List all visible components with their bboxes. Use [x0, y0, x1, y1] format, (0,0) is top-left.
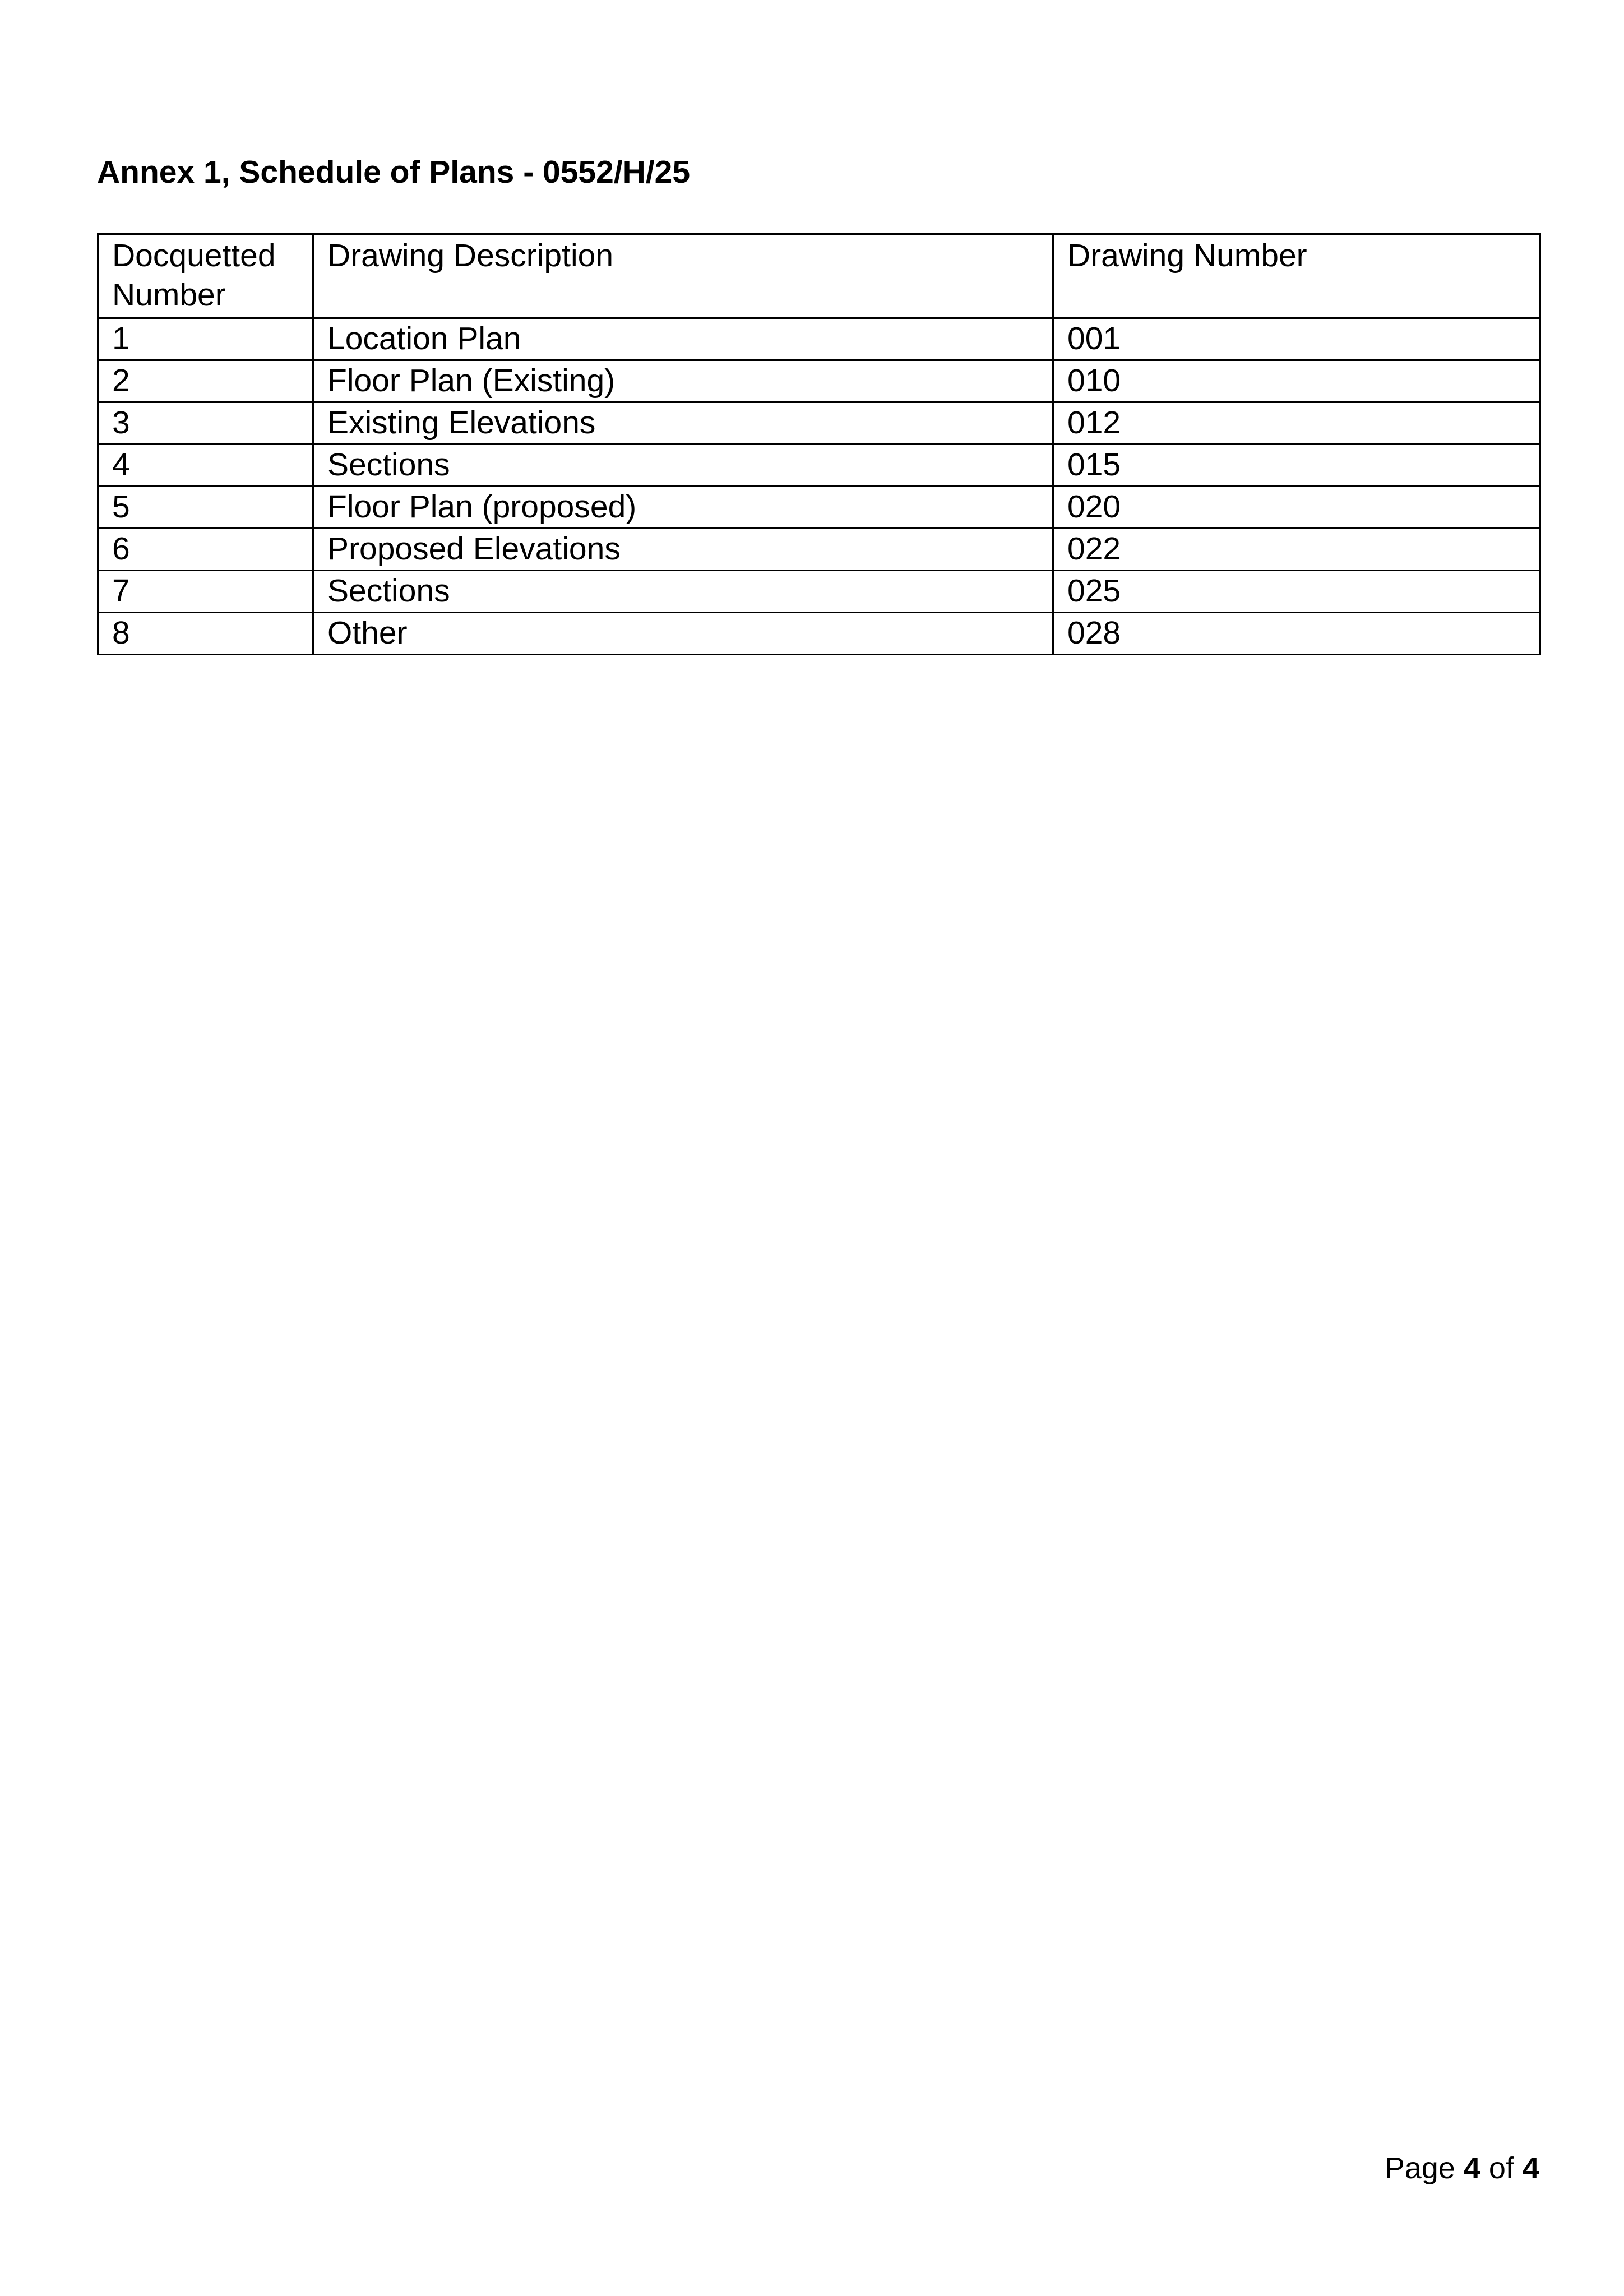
docquetted-number-cell: 2: [98, 360, 313, 402]
docquetted-number-cell: 4: [98, 445, 313, 487]
drawing-number-cell: 020: [1053, 487, 1540, 529]
drawing-number-cell: 025: [1053, 571, 1540, 613]
drawing-number-cell: 001: [1053, 318, 1540, 360]
page-label: Page: [1384, 2151, 1455, 2185]
drawing-number-cell: 012: [1053, 402, 1540, 445]
page-number-footer: [1385, 2150, 1539, 2187]
table-row: [98, 487, 1540, 529]
column-header-drawing-description: Drawing Description: [313, 234, 1053, 318]
table-row: [98, 445, 1540, 487]
drawing-description-cell: Location Plan: [313, 318, 1053, 360]
drawing-number-cell: 015: [1053, 445, 1540, 487]
column-header-docquetted-number: Docquetted Number: [98, 234, 313, 318]
drawing-description-cell: Other: [313, 613, 1053, 655]
drawing-number-cell: 010: [1053, 360, 1540, 402]
page-title: Annex 1, Schedule of Plans - 0552/H/25: [97, 154, 691, 190]
docquetted-number-cell: 3: [98, 402, 313, 445]
drawing-number-cell: 022: [1053, 529, 1540, 571]
schedule-of-plans-table: [97, 233, 1541, 655]
table-header-row: [98, 234, 1540, 318]
drawing-description-cell: Floor Plan (proposed): [313, 487, 1053, 529]
table-row: [98, 529, 1540, 571]
drawing-description-cell: Existing Elevations: [313, 402, 1053, 445]
docquetted-number-cell: 6: [98, 529, 313, 571]
docquetted-number-cell: 8: [98, 613, 313, 655]
docquetted-number-cell: 5: [98, 487, 313, 529]
table-row: [98, 571, 1540, 613]
drawing-number-cell: 028: [1053, 613, 1540, 655]
total-pages-number: 4: [1522, 2151, 1539, 2185]
table-row: [98, 318, 1540, 360]
drawing-description-cell: Proposed Elevations: [313, 529, 1053, 571]
table-row: [98, 613, 1540, 655]
docquetted-number-cell: 7: [98, 571, 313, 613]
column-header-drawing-number: Drawing Number: [1053, 234, 1540, 318]
docquetted-number-cell: 1: [98, 318, 313, 360]
current-page-number: 4: [1463, 2151, 1480, 2185]
drawing-description-cell: Sections: [313, 445, 1053, 487]
table-row: [98, 402, 1540, 445]
table-row: [98, 360, 1540, 402]
drawing-description-cell: Floor Plan (Existing): [313, 360, 1053, 402]
drawing-description-cell: Sections: [313, 571, 1053, 613]
of-label: of: [1488, 2151, 1514, 2185]
